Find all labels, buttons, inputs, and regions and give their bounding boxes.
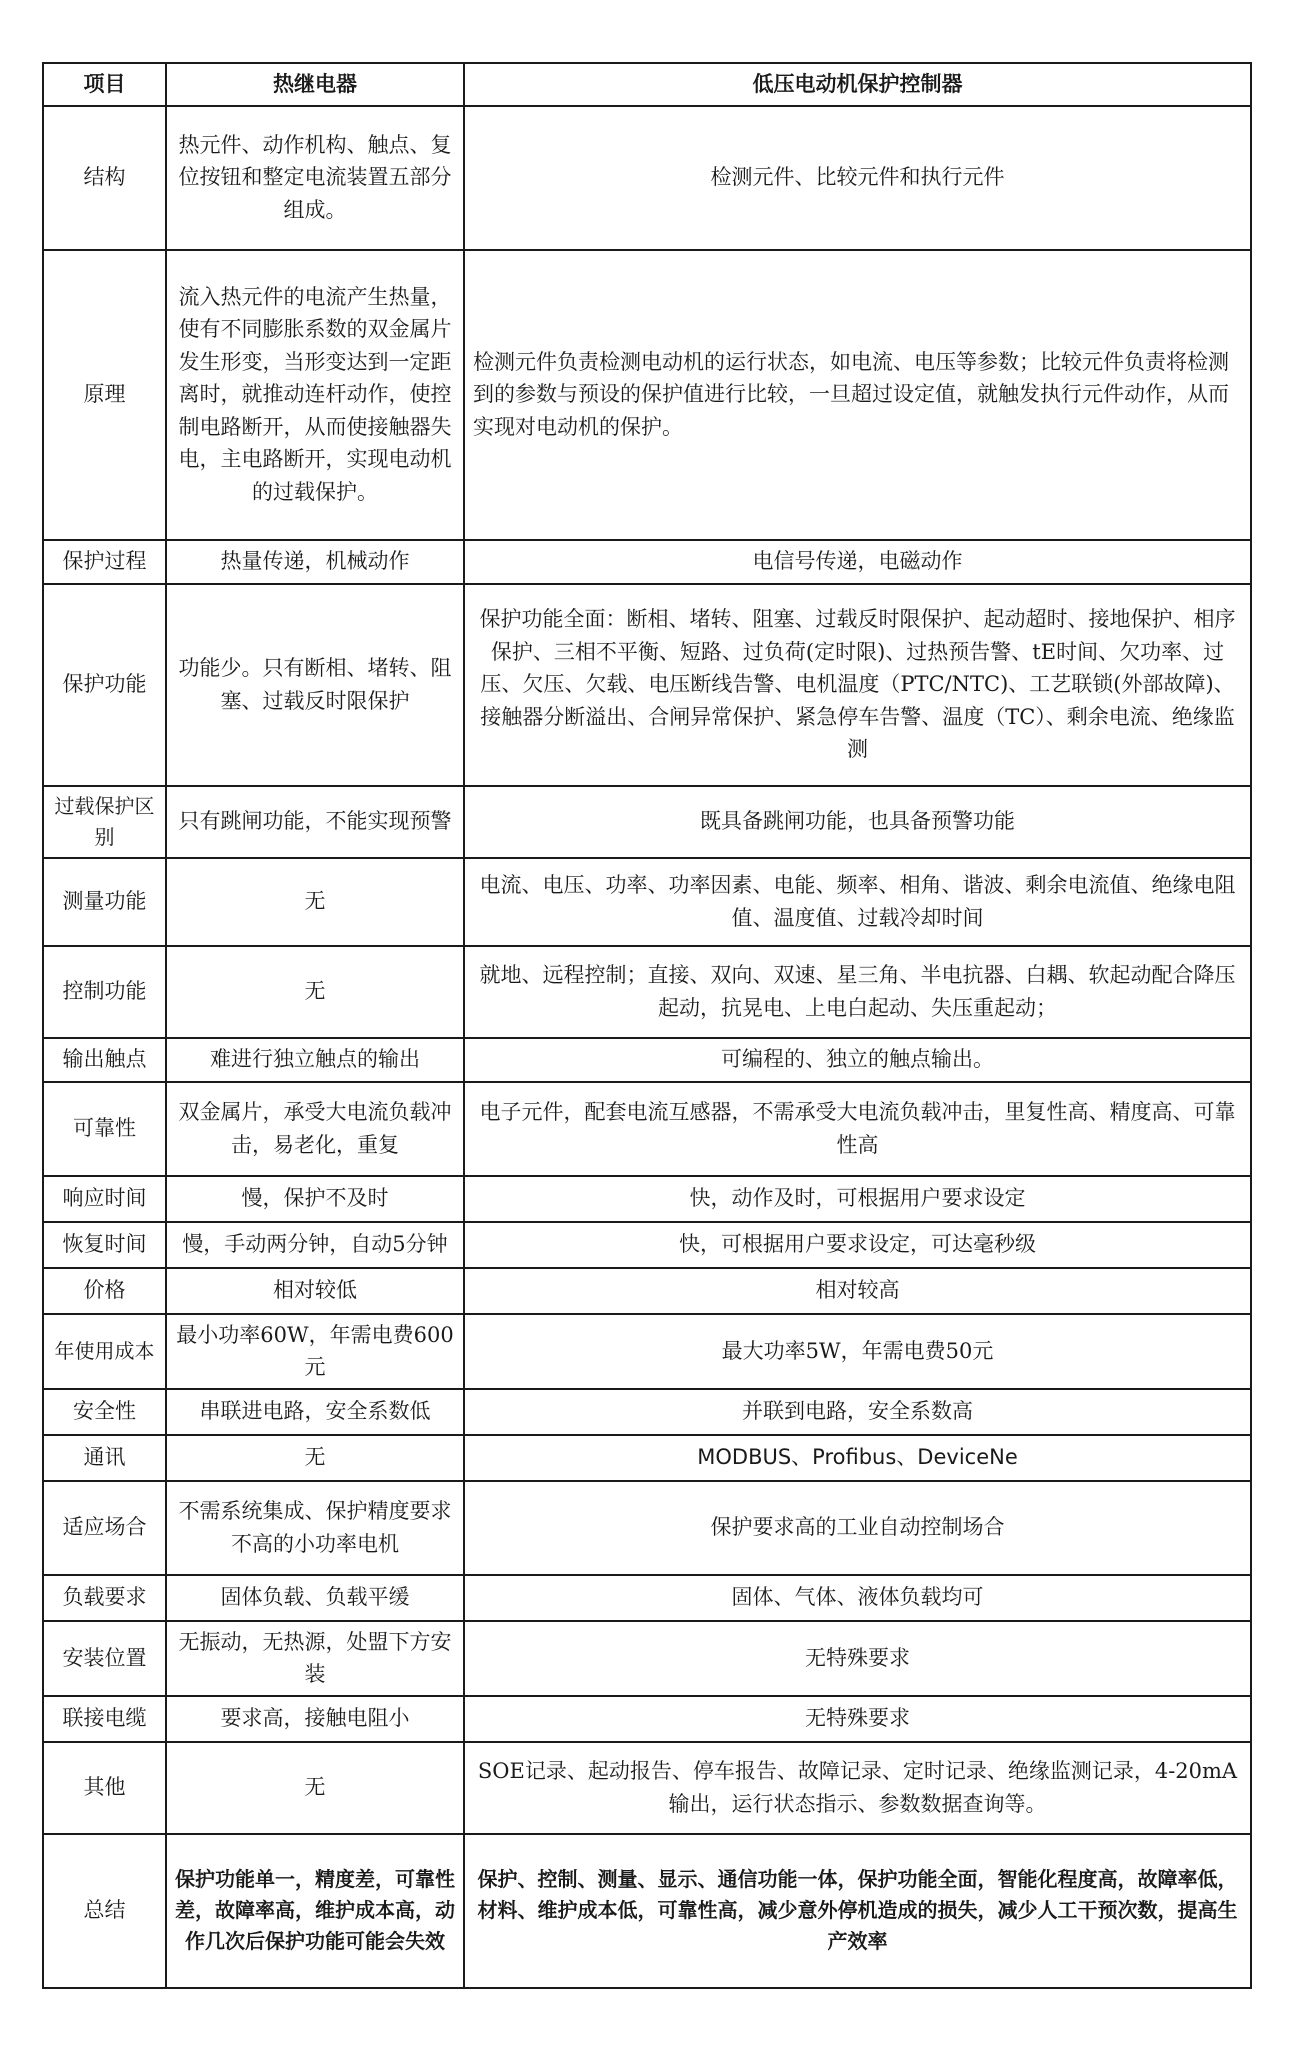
header-row <box>43 63 1251 106</box>
table-row <box>43 1696 1251 1742</box>
row-item: 安装位置 <box>43 1621 166 1696</box>
row-item: 适应场合 <box>43 1481 166 1575</box>
table-row <box>43 1314 1251 1389</box>
relay-cell: 慢，手动两分钟，自动5分钟 <box>166 1222 464 1268</box>
relay-cell: 只有跳闸功能，不能实现预警 <box>166 786 464 858</box>
controller-cell: 固体、气体、液体负载均可 <box>464 1575 1251 1621</box>
table-row <box>43 584 1251 786</box>
controller-cell: 相对较高 <box>464 1268 1251 1314</box>
row-item: 联接电缆 <box>43 1696 166 1742</box>
controller-cell: 检测元件负责检测电动机的运行状态，如电流、电压等参数；比较元件负责将检测到的参数与预设的保护值进行比较，一旦超过设定值，就触发执行元件动作，从而实现对电动机的保护。 <box>464 250 1251 540</box>
row-item: 通讯 <box>43 1435 166 1481</box>
relay-cell: 无 <box>166 946 464 1038</box>
controller-cell: 电信号传递，电磁动作 <box>464 540 1251 584</box>
row-item: 保护过程 <box>43 540 166 584</box>
header-motor-protection-controller: 低压电动机保护控制器 <box>464 63 1251 106</box>
row-item: 价格 <box>43 1268 166 1314</box>
controller-cell: 最大功率5W，年需电费50元 <box>464 1314 1251 1389</box>
relay-cell: 无 <box>166 1435 464 1481</box>
row-item: 原理 <box>43 250 166 540</box>
controller-cell: 检测元件、比较元件和执行元件 <box>464 106 1251 250</box>
table-row <box>43 786 1251 858</box>
relay-cell: 慢，保护不及时 <box>166 1176 464 1222</box>
controller-cell: 保护、控制、测量、显示、通信功能一体，保护功能全面，智能化程度高，故障率低，材料、维护成本低，可靠性高，减少意外停机造成的损失，减少人工干预次数，提高生产效率 <box>464 1834 1251 1988</box>
controller-cell: 保护要求高的工业自动控制场合 <box>464 1481 1251 1575</box>
row-item: 总结 <box>43 1834 166 1988</box>
controller-cell: 无特殊要求 <box>464 1621 1251 1696</box>
table-row <box>43 1621 1251 1696</box>
row-item: 安全性 <box>43 1389 166 1435</box>
table-row <box>43 858 1251 946</box>
row-item: 保护功能 <box>43 584 166 786</box>
relay-cell: 无 <box>166 1742 464 1834</box>
relay-cell: 难进行独立触点的输出 <box>166 1038 464 1082</box>
relay-cell: 流入热元件的电流产生热量，使有不同膨胀系数的双金属片发生形变，当形变达到一定距离时，就推动连杆动作，使控制电路断开，从而使接触器失电，主电路断开，实现电动机的过载保护。 <box>166 250 464 540</box>
relay-cell: 保护功能单一，精度差，可靠性差，故障率高，维护成本高，动作几次后保护功能可能会失效 <box>166 1834 464 1988</box>
relay-cell: 要求高，接触电阻小 <box>166 1696 464 1742</box>
table-row <box>43 1481 1251 1575</box>
header-thermal-relay: 热继电器 <box>166 63 464 106</box>
controller-cell: 无特殊要求 <box>464 1696 1251 1742</box>
relay-cell: 功能少。只有断相、堵转、阻塞、过载反时限保护 <box>166 584 464 786</box>
row-item: 测量功能 <box>43 858 166 946</box>
row-item: 输出触点 <box>43 1038 166 1082</box>
row-item: 过载保护区别 <box>43 786 166 858</box>
table-row <box>43 1575 1251 1621</box>
row-item: 响应时间 <box>43 1176 166 1222</box>
table-row <box>43 106 1251 250</box>
relay-cell: 无 <box>166 858 464 946</box>
row-item: 负载要求 <box>43 1575 166 1621</box>
relay-cell: 不需系统集成、保护精度要求不高的小功率电机 <box>166 1481 464 1575</box>
row-item: 年使用成本 <box>43 1314 166 1389</box>
controller-cell: 快，动作及时，可根据用户要求设定 <box>464 1176 1251 1222</box>
table-row <box>43 540 1251 584</box>
table-row <box>43 1222 1251 1268</box>
table-row <box>43 1742 1251 1834</box>
relay-cell: 固体负载、负载平缓 <box>166 1575 464 1621</box>
controller-cell: MODBUS、Profibus、DeviceNe <box>464 1435 1251 1481</box>
table-row <box>43 1082 1251 1176</box>
row-item: 结构 <box>43 106 166 250</box>
controller-cell: 保护功能全面：断相、堵转、阻塞、过载反时限保护、起动超时、接地保护、相序保护、三相不平衡、短路、过负荷(定时限)、过热预告警、tE时间、欠功率、过压、欠压、欠载、电压断线告警、电机温度（PTC/NTC)、工艺联锁(外部故障)、接触器分断溢出、合闸异常保护、紧急停车告警、温度（TC）、剩余电流、绝缘监测 <box>464 584 1251 786</box>
header-item: 项目 <box>43 63 166 106</box>
comparison-table <box>42 62 1252 1989</box>
controller-cell: 快，可根据用户要求设定，可达毫秒级 <box>464 1222 1251 1268</box>
row-item: 可靠性 <box>43 1082 166 1176</box>
table-row <box>43 1834 1251 1988</box>
table-row <box>43 1038 1251 1082</box>
relay-cell: 最小功率60W，年需电费600元 <box>166 1314 464 1389</box>
relay-cell: 串联进电路，安全系数低 <box>166 1389 464 1435</box>
controller-cell: 电子元件，配套电流互感器，不需承受大电流负载冲击，里复性高、精度高、可靠性高 <box>464 1082 1251 1176</box>
relay-cell: 热元件、动作机构、触点、复位按钮和整定电流装置五部分组成。 <box>166 106 464 250</box>
controller-cell: 可编程的、独立的触点输出。 <box>464 1038 1251 1082</box>
relay-cell: 相对较低 <box>166 1268 464 1314</box>
row-item: 恢复时间 <box>43 1222 166 1268</box>
relay-cell: 无振动，无热源，处盟下方安装 <box>166 1621 464 1696</box>
controller-cell: 既具备跳闸功能，也具备预警功能 <box>464 786 1251 858</box>
table-row <box>43 250 1251 540</box>
relay-cell: 双金属片，承受大电流负载冲击，易老化，重复 <box>166 1082 464 1176</box>
controller-cell: 电流、电压、功率、功率因素、电能、频率、相角、谐波、剩余电流值、绝缘电阻值、温度值、过载冷却时间 <box>464 858 1251 946</box>
row-item: 其他 <box>43 1742 166 1834</box>
table-row <box>43 946 1251 1038</box>
table-row <box>43 1435 1251 1481</box>
controller-cell: SOE记录、起动报告、停车报告、故障记录、定时记录、绝缘监测记录，4-20mA输出，运行状态指示、参数数据查询等。 <box>464 1742 1251 1834</box>
table-row <box>43 1268 1251 1314</box>
table-row <box>43 1176 1251 1222</box>
row-item: 控制功能 <box>43 946 166 1038</box>
controller-cell: 就地、远程控制；直接、双向、双速、星三角、半电抗器、白耦、软起动配合降压起动，抗晃电、上电白起动、失压重起动； <box>464 946 1251 1038</box>
table-row <box>43 1389 1251 1435</box>
relay-cell: 热量传递，机械动作 <box>166 540 464 584</box>
controller-cell: 并联到电路，安全系数高 <box>464 1389 1251 1435</box>
